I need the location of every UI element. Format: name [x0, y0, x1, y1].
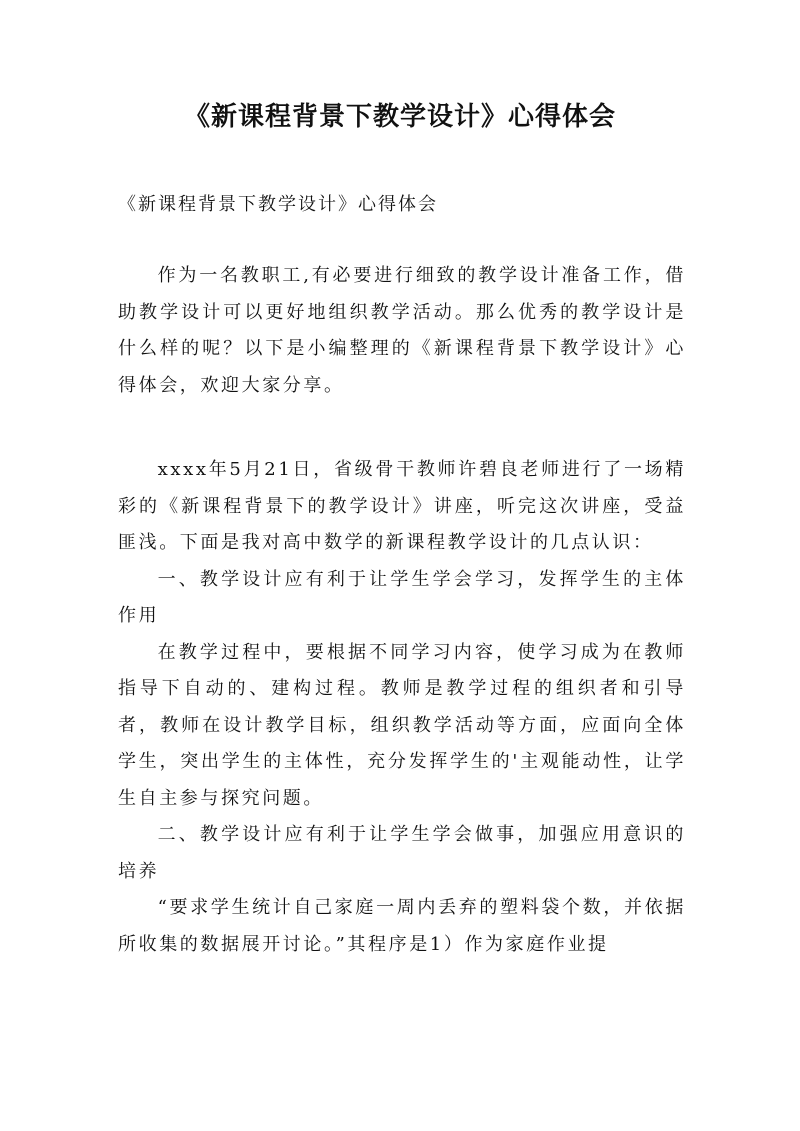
paragraph-point-two: “要求学生统计自己家庭一周内丢弃的塑料袋个数，并依据所收集的数据展开讨论。”其程序是1）作为家庭作业提 — [118, 897, 686, 955]
paragraph-lecture: xxxx年5月21日，省级骨干教师许碧良老师进行了一场精彩的《新课程背景下的教学设计》讲座，听完这次讲座，受益匪浅。下面是我对高中数学的新课程教学设计的几点认识： — [118, 459, 686, 553]
intro-section — [118, 258, 686, 404]
document-subtitle: 《新课程背景下教学设计》心得体会 — [118, 194, 438, 215]
heading-point-one: 一、教学设计应有利于让学生学会学习，发挥学生的主体作用 — [118, 568, 686, 626]
content-section — [118, 452, 686, 963]
paragraph-point-one: 在教学过程中，要根据不同学习内容，使学习成为在教师指导下自动的、建构过程。教师是教学过程的组织者和引导者，教师在设计教学目标，组织教学活动等方面，应面向全体学生，突出学生的主体性，充分发挥学生的'主观能动性，让学生自主参与探究问题。 — [118, 641, 686, 809]
document-title: 《新课程背景下教学设计》心得体会 — [183, 102, 616, 132]
intro-paragraph: 作为一名教职工,有必要进行细致的教学设计准备工作，借助教学设计可以更好地组织教学活动。那么优秀的教学设计是什么样的呢？以下是小编整理的《新课程背景下教学设计》心得体会，欢迎大家分享。 — [118, 265, 686, 396]
heading-point-two: 二、教学设计应有利于让学生学会做事，加强应用意识的培养 — [118, 824, 686, 882]
